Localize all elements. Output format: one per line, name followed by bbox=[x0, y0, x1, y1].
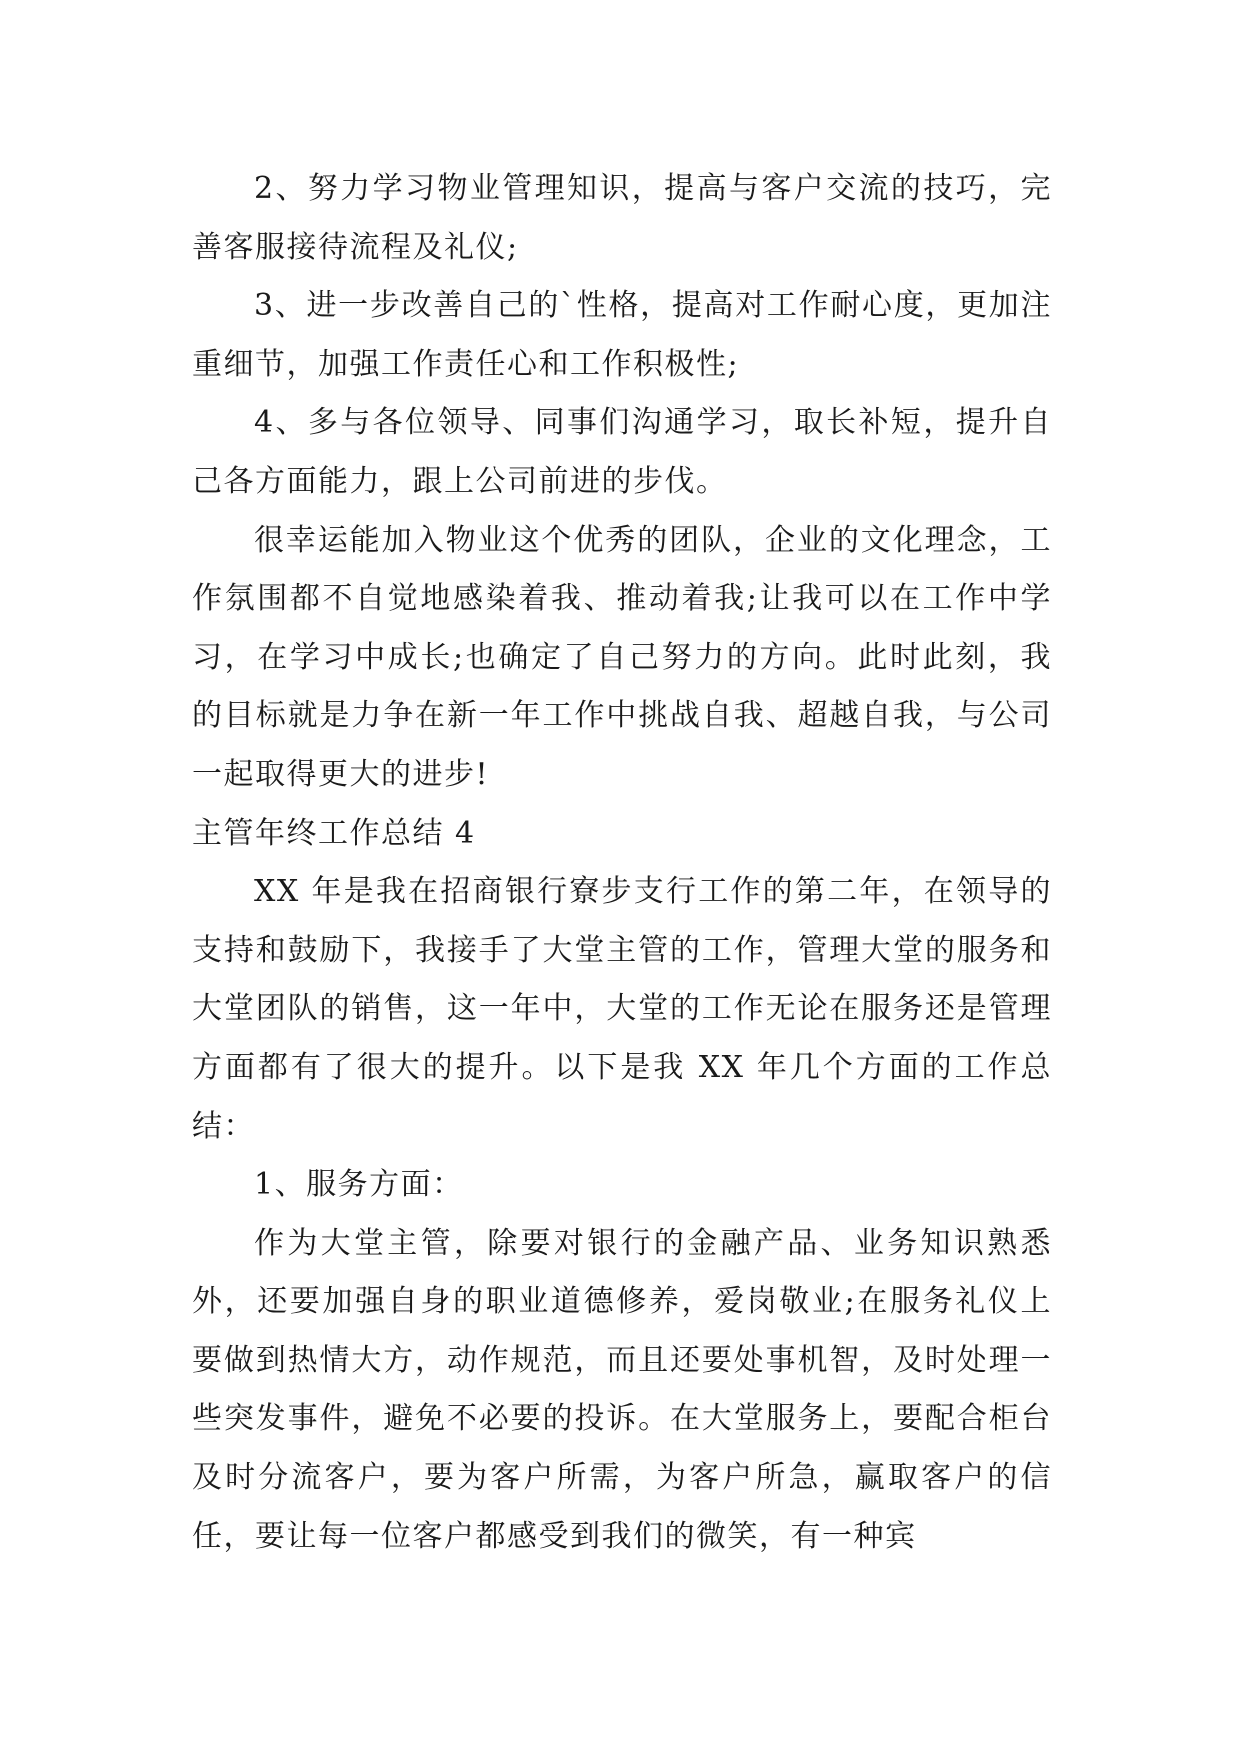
paragraph-service-title: 1、服务方面： bbox=[254, 1167, 464, 1203]
paragraph-study-knowledge: 2、努力学习物业管理知识，提高与客户交流的技巧，完善客服接待流程及礼仪; bbox=[192, 171, 1052, 265]
paragraph-improve-character: 3、进一步改善自己的`性格，提高对工作耐心度，更加注重细节，加强工作责任心和工作积极性; bbox=[192, 288, 1052, 382]
paragraph-intro: XX 年是我在招商银行寮步支行工作的第二年，在领导的支持和鼓励下，我接手了大堂主管的工作，管理大堂的服务和大堂团队的销售，这一年中，大堂的工作无论在服务还是管理方面都有了很大的提升。以下是我 XX 年几个方面的工作总结： bbox=[192, 874, 1052, 1144]
section-heading: 主管年终工作总结 4 bbox=[192, 815, 476, 851]
paragraph-communicate: 4、多与各位领导、同事们沟通学习，取长补短，提升自己各方面能力，跟上公司前进的步伐。 bbox=[192, 405, 1052, 499]
paragraph-service-body: 作为大堂主管，除要对银行的金融产品、业务知识熟悉外，还要加强自身的职业道德修养，爱岗敬业;在服务礼仪上要做到热情大方，动作规范，而且还要处事机智，及时处理一些突发事件，避免不必要的投诉。在大堂服务上，要配合柜台及时分流客户，要为客户所需，为客户所急，赢取客户的信任，要让每一位客户都感受到我们的微笑，有一种宾 bbox=[192, 1225, 1052, 1554]
document-page bbox=[192, 160, 1052, 1566]
paragraph-team-gratitude: 很幸运能加入物业这个优秀的团队，企业的文化理念，工作氛围都不自觉地感染着我、推动着我;让我可以在工作中学习，在学习中成长;也确定了自己努力的方向。此时此刻，我的目标就是力争在新一年工作中挑战自我、超越自我，与公司一起取得更大的进步! bbox=[192, 522, 1052, 792]
